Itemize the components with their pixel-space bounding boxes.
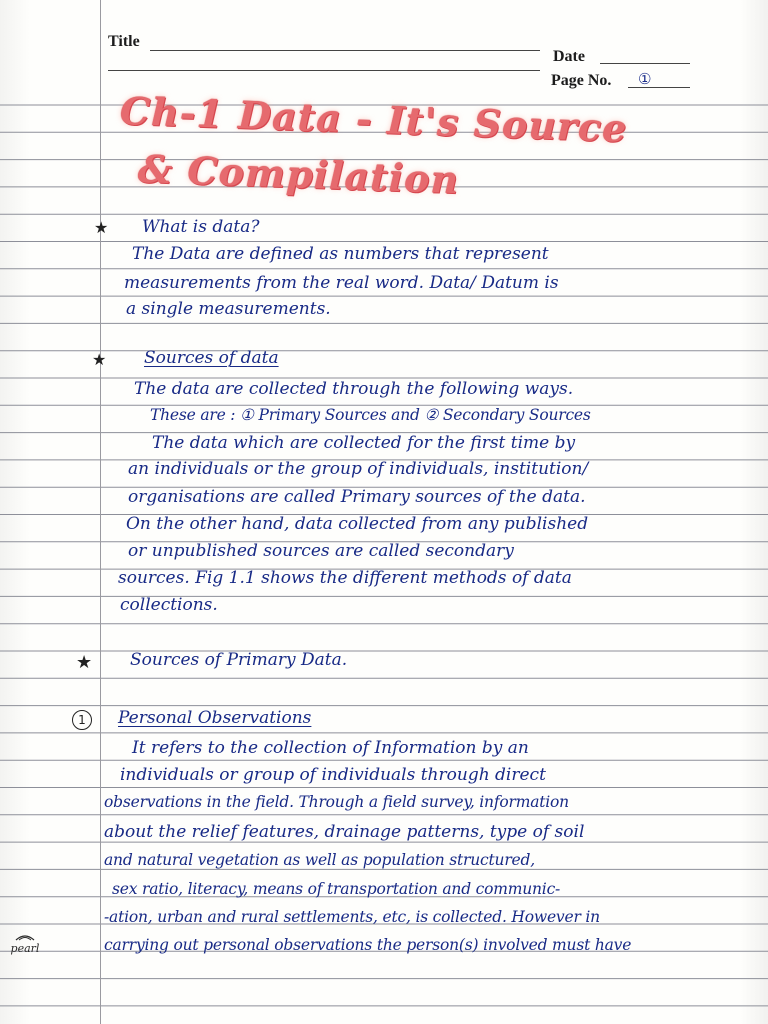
heading-what-is-data: What is data? [142,217,260,237]
margin-line [100,0,101,1024]
text-line: The data which are collected for the first time by [152,433,576,453]
text-line: about the relief features, drainage patterns, type of soil [104,822,585,842]
number-badge: 1 [72,710,92,730]
heading-personal-observations: Personal Observations [118,708,312,728]
text-line: or unpublished sources are called secondary [128,541,514,561]
text-line: The Data are defined as numbers that represent [132,244,549,264]
text-line: sex ratio, literacy, means of transportation and communic- [112,880,561,898]
text-line: and natural vegetation as well as population structured, [104,851,535,869]
text-line: organisations are called Primary sources of the data. [128,487,586,507]
text-line: It refers to the collection of Information by an [132,738,529,758]
chapter-title-line-2: & Compilation [137,146,460,203]
title-field-line[interactable] [150,50,540,51]
page-no-label: Page No. [551,72,612,89]
title-label: Title [108,33,140,50]
text-line: sources. Fig 1.1 shows the different methods of data [118,568,572,588]
date-field-line[interactable] [600,63,690,64]
page-no-value: ① [638,70,652,88]
text-line: an individuals or the group of individuals, institution/ [128,459,589,479]
text-line: measurements from the real word. Data/ Datum is [124,273,559,293]
star-bullet: ★ [94,218,109,237]
star-bullet: ★ [92,350,107,369]
date-label: Date [553,48,585,65]
text-line: individuals or group of individuals through direct [120,765,546,785]
heading-sources-of-data: Sources of data [144,348,279,368]
text-line: carrying out personal observations the person(s) involved must have [104,936,632,954]
text-line: -ation, urban and rural settlements, etc, is collected. However in [104,908,600,926]
text-line: observations in the field. Through a field survey, information [104,793,569,811]
chapter-title-line-1: Ch-1 Data - It's Source [119,88,629,151]
text-line: On the other hand, data collected from any published [126,514,589,534]
title-field-line-2[interactable] [108,70,540,71]
text-line: a single measurements. [126,299,331,319]
text-line: The data are collected through the following ways. [134,379,574,399]
pearl-logo [8,930,42,958]
star-bullet: ★ [76,652,93,673]
text-line: These are : ① Primary Sources and ② Secondary Sources [150,406,591,424]
svg-text:pearl: pearl [10,942,40,955]
heading-sources-of-primary-data: Sources of Primary Data. [130,650,348,670]
text-line: collections. [120,595,218,615]
